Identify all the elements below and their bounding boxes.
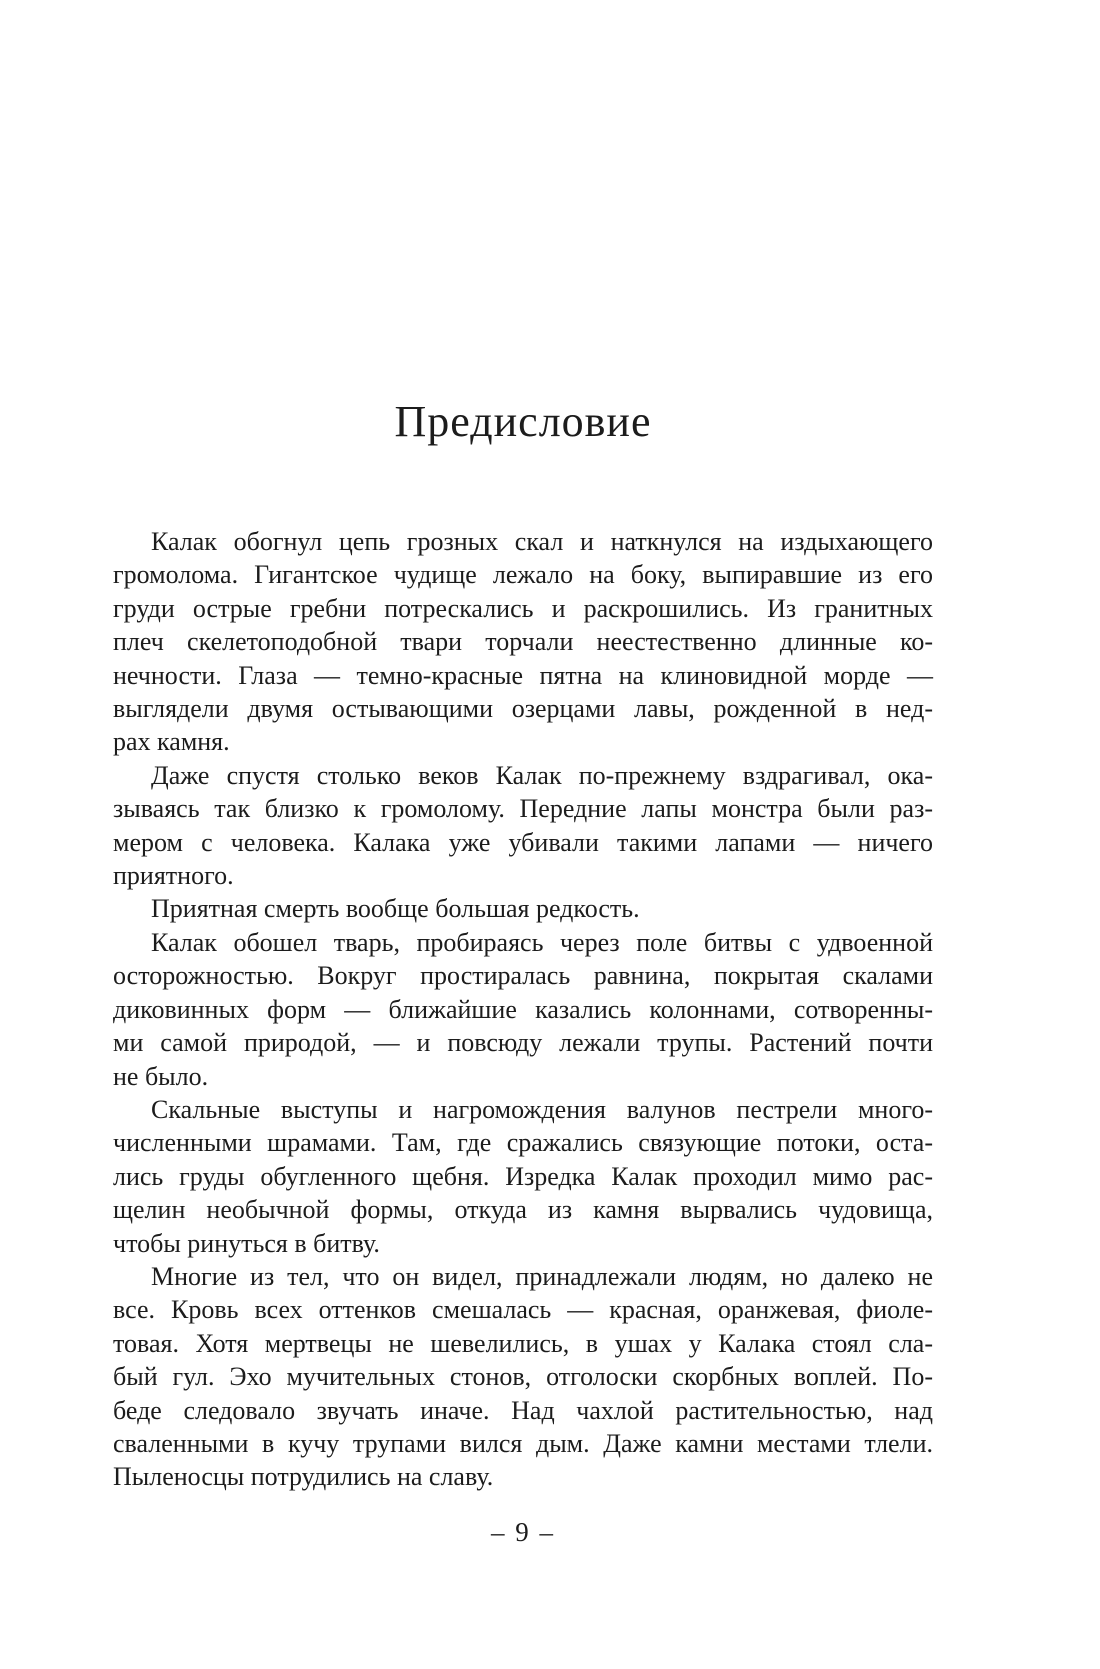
text-line: осторожностью. Вокруг простиралась равнина, покрытая скалами — [113, 961, 933, 991]
text-line: выглядели двумя остывающими озерцами лавы, рожденной в нед- — [113, 694, 933, 724]
text-line: Многие из тел, что он видел, принадлежали людям, но далеко не — [151, 1261, 933, 1291]
text-line: все. Кровь всех оттенков смешалась — красная, оранжевая, фиоле- — [113, 1295, 933, 1325]
text-line: Калак обогнул цепь грозных скал и наткнулся на издыхающего — [151, 527, 933, 556]
text-line: Даже спустя столько веков Калак по-прежнему вздрагивал, ока- — [151, 760, 933, 790]
body-text — [113, 525, 933, 1494]
text-line: чтобы ринуться в битву. — [113, 1228, 380, 1258]
page-number: – 9 – — [491, 1517, 555, 1547]
text-line: мером с человека. Калака уже убивали такими лапами — ничего — [113, 827, 933, 857]
text-line: беде следовало звучать иначе. Над чахлой растительностью, над — [113, 1395, 933, 1425]
text-line: громолома. Гигантское чудище лежало на боку, выпиравшие из его — [113, 560, 933, 590]
text-line: нечности. Глаза — темно-красные пятна на клиновидной морде — — [113, 660, 933, 690]
text-line: товая. Хотя мертвецы не шевелились, в ушах у Калака стоял сла- — [113, 1328, 933, 1358]
text-line: не было. — [113, 1061, 209, 1091]
text-line: щелин необычной формы, откуда из камня вырвались чудовища, — [113, 1195, 933, 1225]
text-line: Приятная смерть вообще большая редкость. — [151, 894, 640, 924]
text-line: приятного. — [113, 861, 234, 891]
text-line: зываясь так близко к громолому. Передние лапы монстра были раз- — [113, 794, 933, 824]
text-line: сваленными в кучу трупами вился дым. Даже камни местами тлели. — [113, 1428, 933, 1458]
text-line: бый гул. Эхо мучительных стонов, отголоски скорбных воплей. По- — [113, 1362, 933, 1392]
text-line: диковинных форм — ближайшие казались колоннами, сотворенны- — [113, 994, 933, 1024]
text-line: ми самой природой, — и повсюду лежали трупы. Растений почти — [113, 1028, 933, 1058]
text-line: лись груды обугленного щебня. Изредка Калак проходил мимо рас- — [113, 1161, 933, 1191]
text-line: рах камня. — [113, 727, 230, 757]
text-line: Калак обошел тварь, пробираясь через поле битвы с удвоенной — [151, 927, 933, 957]
chapter-title: Предисловие — [394, 397, 652, 446]
text-line: плеч скелетоподобной твари торчали неестественно длинные ко- — [113, 627, 933, 657]
text-line: груди острые гребни потрескались и раскрошились. Из гранитных — [113, 593, 933, 623]
text-line: численными шрамами. Там, где сражались связующие потоки, оста- — [113, 1128, 933, 1158]
text-line: Пыленосцы потрудились на славу. — [113, 1462, 494, 1492]
text-line: Скальные выступы и нагромождения валунов пестрели много- — [151, 1094, 933, 1124]
